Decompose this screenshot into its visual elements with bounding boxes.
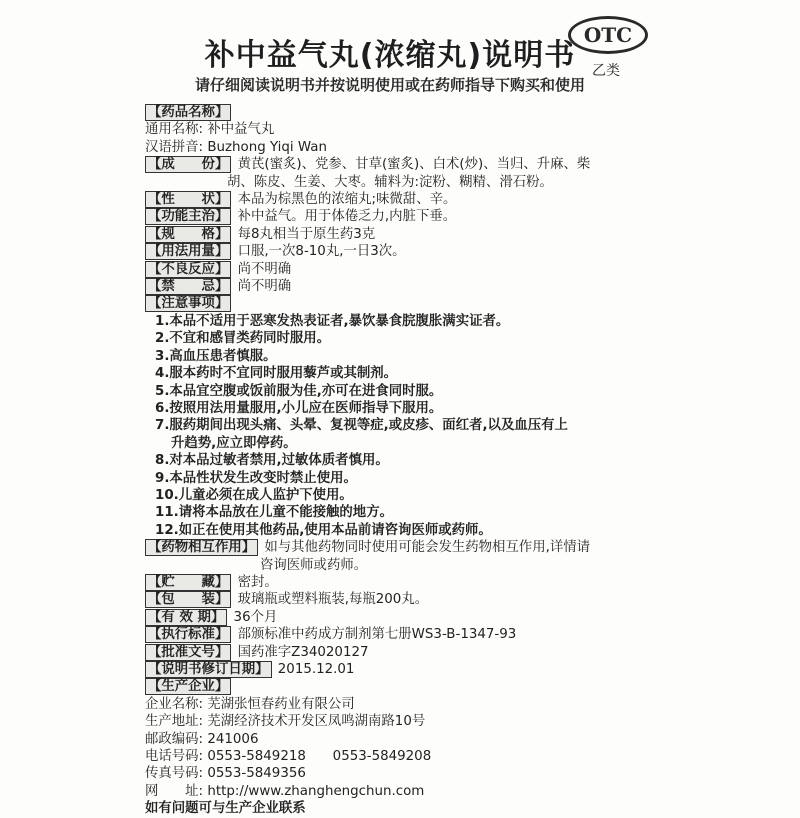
interactions-row-2 [145, 557, 665, 574]
precaution-item: 2.不宜和感冒类药同时服用。 [155, 331, 331, 347]
precaution-item: 8.对本品过敏者禁用,过敏体质者慎用。 [155, 453, 389, 469]
interactions-value-1: 如与其他药物同时使用可能会发生药物相互作用,详情请 [264, 540, 591, 556]
otc-class: 乙类 [592, 63, 620, 79]
field-label: 邮政编码: [145, 731, 204, 747]
precaution-item: 3.高血压患者慎服。 [155, 348, 277, 364]
storage-row [145, 574, 665, 591]
otc-badge [568, 16, 652, 79]
section-label: 【用法用量】 [145, 243, 231, 260]
interactions-row [145, 539, 665, 556]
approval-row [145, 644, 665, 661]
otc-mark: OTC [568, 16, 648, 54]
drug-name-heading [145, 104, 665, 121]
interactions-value-2: 咨询医师或药师。 [260, 557, 368, 573]
website-value: http://www.zhanghengchun.com [207, 783, 425, 799]
postcode-row [145, 731, 665, 748]
validity-value: 36个月 [233, 609, 278, 625]
precaution-item: 7.服药期间出现头痛、头晕、复视等症,或皮疹、面红者,以及血压有上 [155, 418, 568, 434]
section-label: 【成 份】 [145, 156, 231, 173]
precautions-heading [145, 295, 665, 312]
section-label: 【执行标准】 [145, 626, 231, 643]
address-value: 芜湖经济技术开发区凤鸣湖南路10号 [207, 714, 426, 730]
section-label: 【说明书修订日期】 [145, 661, 272, 678]
section-label: 【包 装】 [145, 591, 231, 608]
precaution-item: 1.本品不适用于恶寒发热表证者,暴饮暴食脘腹胀满实证者。 [155, 313, 510, 329]
spec-row [145, 226, 665, 243]
section-label: 【生产企业】 [145, 678, 231, 695]
ingredients-row [145, 156, 665, 173]
field-label: 网 址: [145, 783, 204, 799]
postcode-value: 241006 [207, 731, 259, 747]
section-label: 【禁 忌】 [145, 278, 231, 295]
standard-row [145, 626, 665, 643]
precaution-item: 12.如正在使用其他药品,使用本品前请咨询医师或药师。 [155, 522, 492, 538]
indications-row [145, 208, 665, 225]
validity-row [145, 609, 665, 626]
ingredients-value-2: 胡、陈皮、生姜、大枣。辅料为:淀粉、糊精、滑石粉。 [227, 174, 553, 190]
ingredients-value-1: 黄芪(蜜炙)、党参、甘草(蜜炙)、白术(炒)、当归、升麻、柴 [237, 157, 591, 173]
section-label: 【性 状】 [145, 191, 231, 208]
document-title: 补中益气丸(浓缩丸)说明书 [204, 38, 576, 73]
precaution-item: 10.儿童必须在成人监护下使用。 [155, 487, 353, 503]
field-label: 生产地址: [145, 714, 204, 730]
leaflet-body [145, 104, 665, 818]
generic-name-row [145, 121, 665, 138]
storage-value: 密封。 [237, 574, 278, 590]
ingredients-row-2 [145, 174, 665, 191]
field-label: 传真号码: [145, 766, 204, 782]
footer-note: 如有问题可与生产企业联系 [145, 801, 306, 817]
dosage-value: 口服,一次8-10丸,一日3次。 [237, 244, 406, 260]
standard-value: 部颁标准中药成方制剂第七册WS3-B-1347-93 [237, 627, 517, 643]
generic-name-value: 补中益气丸 [207, 122, 275, 138]
precaution-item: 4.服本药时不宜同时服用藜芦或其制剂。 [155, 366, 398, 382]
manufacturer-heading [145, 678, 665, 695]
company-row [145, 696, 665, 713]
spec-value: 每8丸相当于原生药3克 [237, 226, 376, 242]
fax-value: 0553-5849356 [207, 766, 306, 782]
document-subtitle: 请仔细阅读说明书并按说明使用或在药师指导下购买和使用 [194, 76, 585, 94]
revision-value: 2015.12.01 [277, 662, 355, 677]
contra-value: 尚不明确 [237, 279, 292, 295]
precaution-item: 5.本品宜空腹或饭前服为佳,亦可在进食同时服。 [155, 383, 443, 399]
package-value: 玻璃瓶或塑料瓶装,每瓶200丸。 [237, 592, 429, 608]
indications-value: 补中益气。用于体倦乏力,内脏下垂。 [237, 209, 457, 225]
section-label: 【规 格】 [145, 226, 231, 243]
field-label: 汉语拼音: [145, 139, 204, 155]
properties-row [145, 191, 665, 208]
package-row [145, 591, 665, 608]
precaution-item: 9.本品性状发生改变时禁止使用。 [155, 470, 357, 486]
field-label: 电话号码: [145, 749, 204, 765]
approval-value: 国药准字Z34020127 [237, 644, 369, 660]
precaution-item: 11.请将本品放在儿童不能接触的地方。 [155, 505, 393, 521]
section-label: 【注意事项】 [145, 295, 231, 312]
section-label: 【不良反应】 [145, 261, 231, 278]
section-label: 【功能主治】 [145, 208, 231, 225]
section-label: 【有 效 期】 [145, 609, 227, 626]
field-label: 企业名称: [145, 696, 204, 712]
address-row [145, 713, 665, 730]
company-value: 芜湖张恒春药业有限公司 [207, 696, 355, 712]
website-row [145, 783, 665, 800]
section-label: 【药物相互作用】 [145, 539, 258, 556]
adverse-row [145, 261, 665, 278]
section-label: 【批准文号】 [145, 644, 231, 661]
revision-row [145, 661, 665, 678]
field-label: 通用名称: [145, 122, 204, 138]
precaution-item: 6.按照用法用量服用,小儿应在医师指导下服用。 [155, 400, 443, 416]
contra-row [145, 278, 665, 295]
section-label: 【药品名称】 [145, 104, 231, 121]
pinyin-value: Buzhong Yiqi Wan [207, 139, 327, 155]
phone-row [145, 748, 665, 765]
section-label: 【贮 藏】 [145, 574, 231, 591]
precaution-item-continued: 升趋势,应立即停药。 [171, 435, 297, 451]
properties-value: 本品为棕黑色的浓缩丸;味微甜、辛。 [237, 192, 457, 208]
fax-row [145, 765, 665, 782]
adverse-value: 尚不明确 [237, 261, 292, 277]
phone-value: 0553-5849218 0553-5849208 [207, 749, 432, 765]
pinyin-row [145, 139, 665, 156]
dosage-row [145, 243, 665, 260]
